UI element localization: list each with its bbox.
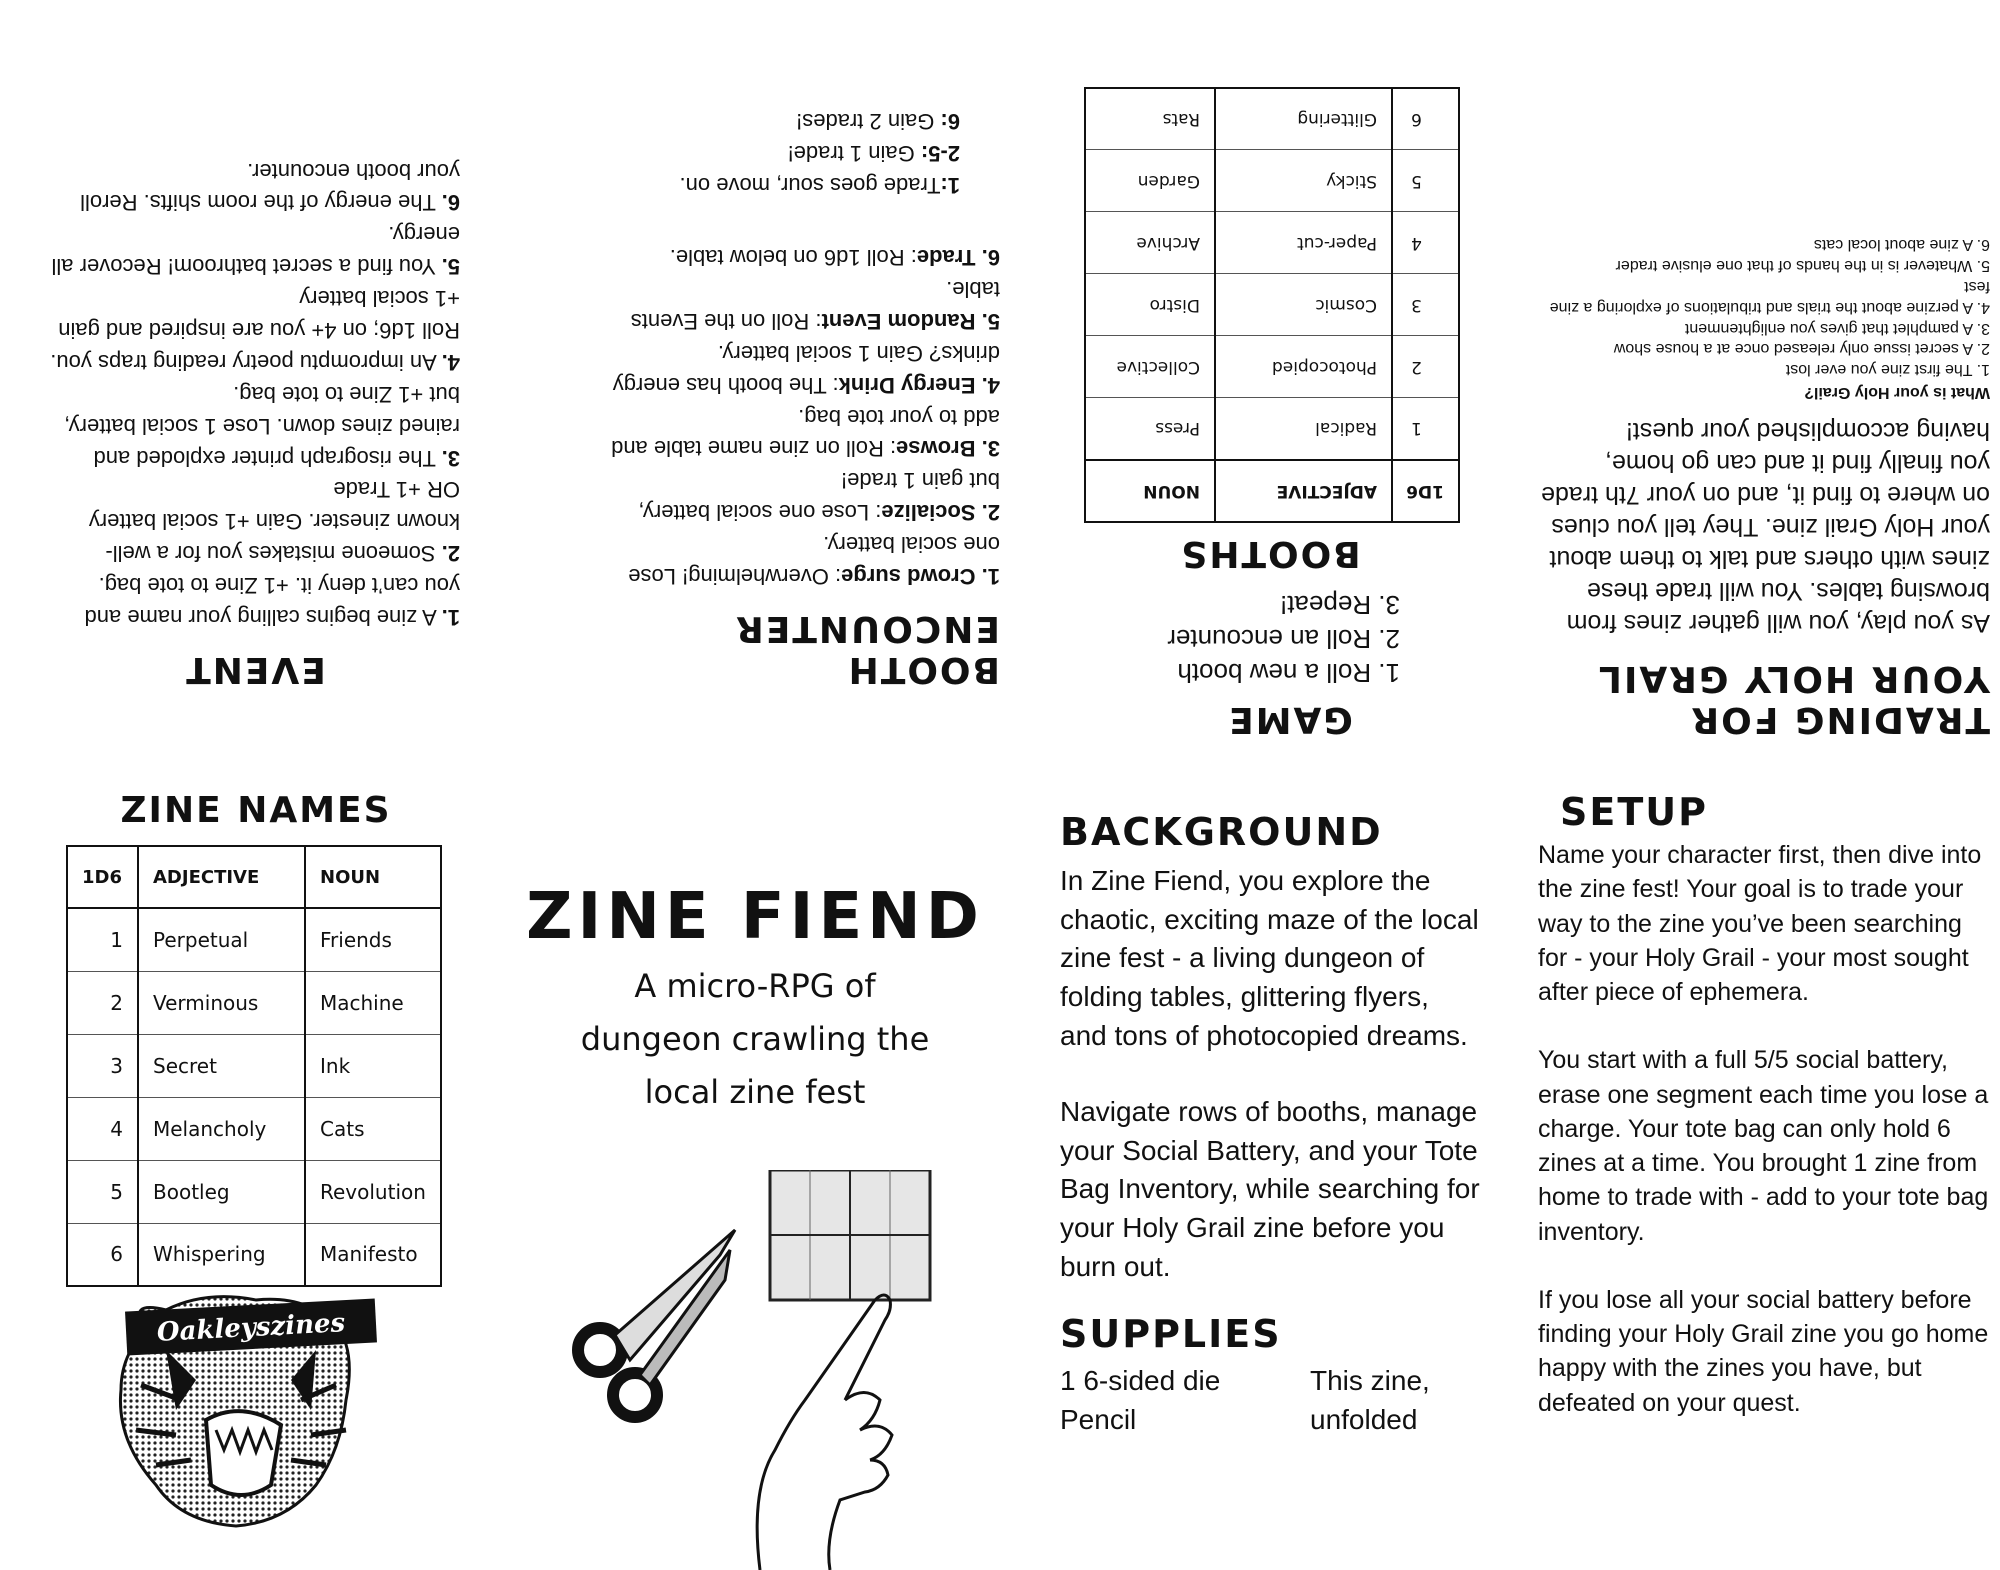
list-item <box>604 273 1000 337</box>
booths-col-adjective: ADJECTIVE <box>1215 460 1392 522</box>
supplies-list <box>1060 1362 1480 1439</box>
zine-names-noun: Revolution <box>305 1160 441 1223</box>
zine-names-noun: Ink <box>305 1034 441 1097</box>
background-para2: Navigate rows of booths, manage your Social Battery, and your Tote Bag Inventory, while searching for your Holy Grail zine before you burn out. <box>1060 1096 1480 1282</box>
tiger-logo <box>86 1290 416 1530</box>
event-label: 5. <box>441 254 460 280</box>
trading-title <box>1540 657 1990 740</box>
grail-item: 5. Whatever is in the hands of that one elusive trader <box>1615 257 1990 275</box>
event-text: You find a secret bathroom! Recover all energy. <box>51 222 460 280</box>
zine-names-roll: 4 <box>67 1097 138 1160</box>
booth-encounter-panel <box>580 70 1000 690</box>
event-title: EVENT <box>184 649 326 690</box>
zine-names-adjective: Verminous <box>138 971 305 1034</box>
list-item <box>580 106 960 138</box>
list-item <box>50 378 460 474</box>
encounter-label: 5. Random Event <box>821 308 1000 334</box>
table-row <box>1085 274 1459 336</box>
trade-label: 2-5: <box>920 141 960 167</box>
supply-item: 1 6-sided die <box>1060 1365 1221 1397</box>
event-label: 1. <box>441 605 460 630</box>
table-row <box>1085 150 1459 212</box>
booths-adjective: Photocopied <box>1215 336 1392 398</box>
event-label: 4. <box>441 349 460 375</box>
table-row <box>1085 88 1459 150</box>
booths-header-row <box>1085 460 1459 522</box>
scissors-icon <box>578 1230 735 1417</box>
booths-adjective: Sticky <box>1215 150 1392 212</box>
encounter-text: : Roll on zine name table and add to your tote bag. <box>611 404 1000 462</box>
booths-title: BOOTHS <box>1179 532 1361 574</box>
grail-item: 1. The first zine you ever lost <box>1785 361 1990 379</box>
game-title: GAME <box>1227 699 1353 740</box>
zine-names-adjective: Perpetual <box>138 908 305 971</box>
table-row <box>67 1034 441 1097</box>
cover-subtitle-line: A micro-RPG of <box>634 967 876 1005</box>
event-text: A zine begins calling your name and you can’t deny it. +1 Zine to tote bag. <box>84 573 460 630</box>
event-text: An impromptu poetry reading traps you. Roll 1d6; on 4+ you are inspired and gain +1 social battery <box>50 286 460 375</box>
event-label: 6. <box>441 190 460 216</box>
trading-intro: As you play, you will gather zines from browsing tables. You will trade these zines with others and talk to them about your Holy Grail zine. They tell you clues on where to find it, and on your 7th trade you finally find it and can go home, having accomplished your quest! <box>1541 417 1990 638</box>
zine-names-panel <box>66 790 446 1530</box>
grail-item: 4. A perzine about the trials and tribulations of exploring a zine fest <box>1549 278 1990 316</box>
booths-col-1d6: 1D6 <box>1392 460 1459 522</box>
booths-adjective: Paper-cut <box>1215 212 1392 274</box>
booths-col-noun: NOUN <box>1085 460 1215 522</box>
folded-zine-icon <box>770 1170 930 1300</box>
event-text: The energy of the room shifts. Reroll your booth encounter. <box>80 158 460 216</box>
table-row <box>1085 212 1459 274</box>
table-row <box>67 971 441 1034</box>
zine-names-title: ZINE NAMES <box>120 790 392 831</box>
setup-para3: If you lose all your social battery before finding your Holy Grail zine you go home happy with the zines you have, but defeated on your quest. <box>1538 1285 1989 1417</box>
zine-names-adjective: Secret <box>138 1034 305 1097</box>
zine-names-adjective: Bootleg <box>138 1160 305 1223</box>
zine-names-roll: 2 <box>67 971 138 1034</box>
encounter-label: 4. Energy Drink <box>838 372 1000 398</box>
cover-title: ZINE FIEND <box>526 880 984 954</box>
trade-text: Trade goes sour, move on. <box>679 173 941 199</box>
event-text: Someone mistakes you for a well-known zinester. Gain +1 social battery OR +1 Trade <box>88 477 460 567</box>
event-label: 2. <box>441 541 460 567</box>
zine-names-noun: Friends <box>305 908 441 971</box>
table-row <box>67 1097 441 1160</box>
zine-names-noun: Machine <box>305 971 441 1034</box>
booth-encounter-list <box>580 241 1000 592</box>
setup-panel <box>1538 790 1993 1530</box>
setup-para1: Name your character first, then dive into the zine fest! Your goal is to trade your way to the zine you’ve been searching for - your Holy Grail - your most sought after piece of ephemera. <box>1538 841 1982 1006</box>
zine-names-header-row <box>67 846 441 908</box>
zine-names-roll: 3 <box>67 1034 138 1097</box>
game-step: 1. Roll a new booth <box>1177 658 1400 688</box>
booths-table <box>1084 87 1460 523</box>
cover-subtitle-line: local zine fest <box>644 1072 866 1111</box>
booths-noun: Press <box>1085 398 1215 460</box>
zine-names-adjective: Whispering <box>138 1223 305 1286</box>
table-row <box>67 1160 441 1223</box>
list-item <box>604 337 1000 401</box>
encounter-text: : Overwhelming! Lose one social battery. <box>628 532 1000 589</box>
list-item <box>50 569 460 633</box>
list-item <box>50 282 460 378</box>
encounter-text: : Roll 1d6 on below table. <box>669 245 917 271</box>
booths-noun: Rats <box>1085 88 1215 150</box>
zine-names-roll: 1 <box>67 908 138 971</box>
trade-text: Gain 1 trade! <box>787 141 921 167</box>
supply-item: This zine, <box>1310 1365 1430 1397</box>
grail-item: 2. A secret issue only released once at a house show <box>1613 340 1990 358</box>
booths-roll: 3 <box>1392 274 1459 336</box>
booths-noun: Garden <box>1085 150 1215 212</box>
game-step: 2. Roll an encounter <box>1167 624 1400 655</box>
setup-title: SETUP <box>1560 790 1708 834</box>
event-list <box>50 155 460 633</box>
booths-roll: 4 <box>1392 212 1459 274</box>
table-row <box>1085 336 1459 398</box>
encounter-text: : Lose one social battery, but gain 1 trade! <box>638 468 1000 526</box>
booths-adjective: Glittering <box>1215 88 1392 150</box>
background-panel <box>1060 810 1480 1530</box>
zine-names-col-noun: NOUN <box>305 846 441 908</box>
encounter-text: : Roll on the Events table. <box>630 276 1000 334</box>
game-booths-panel <box>1080 40 1460 740</box>
trading-title-line2: YOUR HOLY GRAIL <box>1596 657 1990 699</box>
background-title: BACKGROUND <box>1060 810 1383 854</box>
booths-roll: 6 <box>1392 88 1459 150</box>
list-item <box>580 169 960 201</box>
cover-subtitle <box>520 960 990 1118</box>
logo-text: Oakleyszines <box>156 1308 346 1348</box>
cover-subtitle-line: dungeon crawling the <box>580 1019 930 1058</box>
encounter-label: 6. Trade <box>916 245 1000 271</box>
booths-roll: 1 <box>1392 398 1459 460</box>
zine-names-roll: 6 <box>67 1223 138 1286</box>
booths-noun: Archive <box>1085 212 1215 274</box>
cover-illustration <box>520 1170 990 1570</box>
table-row <box>67 908 441 971</box>
game-steps <box>1080 588 1460 689</box>
booth-encounter-title: BOOTH ENCOUNTER <box>734 608 1000 690</box>
trading-panel <box>1540 20 1990 740</box>
list-item <box>580 137 960 169</box>
zine-names-noun: Manifesto <box>305 1223 441 1286</box>
trade-label: 6: <box>940 109 960 135</box>
cover-panel <box>520 880 990 1540</box>
list-item <box>50 218 460 282</box>
list-item <box>50 474 460 570</box>
list-item <box>604 528 1000 592</box>
trade-results-list <box>580 106 1000 202</box>
supplies-title: SUPPLIES <box>1060 1312 1282 1357</box>
list-item <box>604 401 1000 465</box>
event-label: 3. <box>441 445 460 471</box>
tiger-icon <box>86 1290 416 1530</box>
event-text: The risograph printer exploded and rained zines down. Lose 1 social battery, but +1 Zine to tote bag. <box>64 381 460 471</box>
list-item <box>50 155 460 219</box>
grail-item: 6. A zine about local cats <box>1813 236 1990 254</box>
encounter-label: 3. Browse <box>896 436 1000 462</box>
booths-noun: Collective <box>1085 336 1215 398</box>
trading-title-line1: TRADING FOR <box>1689 699 1990 740</box>
list-item <box>604 241 1000 273</box>
grail-list <box>1540 234 1990 380</box>
trade-label: 1: <box>940 173 960 199</box>
trade-text: Gain 2 trades! <box>796 109 941 135</box>
zine-names-col-adjective: ADJECTIVE <box>138 846 305 908</box>
supply-item: Pencil <box>1060 1403 1137 1435</box>
encounter-label: 2. Socialize <box>881 500 1000 526</box>
encounter-text: : The booth has energy drinks? Gain 1 social battery. <box>612 340 1000 398</box>
table-row <box>1085 398 1459 460</box>
zine-names-adjective: Melancholy <box>138 1097 305 1160</box>
zine-names-roll: 5 <box>67 1160 138 1223</box>
grail-question: What is your Holy Grail? <box>1804 384 1990 402</box>
booths-adjective: Cosmic <box>1215 274 1392 336</box>
hand-icon <box>757 1295 892 1570</box>
zine-names-table <box>66 845 442 1287</box>
booths-adjective: Radical <box>1215 398 1392 460</box>
setup-para2: You start with a full 5/5 social battery, erase one segment each time you lose a charge. Your tote bag can only hold 6 zines at a time. You brought 1 zine from home to trade with - add to your tote bag inventory. <box>1538 1046 1989 1246</box>
event-panel <box>50 70 460 690</box>
grail-item: 3. A pamphlet that gives you enlightenment <box>1684 319 1990 337</box>
background-para1: In Zine Fiend, you explore the chaotic, exciting maze of the local zine fest - a living dungeon of folding tables, glittering flyers, and tons of photocopied dreams. <box>1060 865 1479 1051</box>
table-row <box>67 1223 441 1286</box>
encounter-label: 1. Crowd surge <box>841 564 1000 589</box>
booths-roll: 5 <box>1392 150 1459 212</box>
supply-item: unfolded <box>1310 1403 1418 1435</box>
zine-names-col-1d6: 1D6 <box>67 846 138 908</box>
booths-noun: Distro <box>1085 274 1215 336</box>
list-item <box>604 464 1000 528</box>
zine-names-noun: Cats <box>305 1097 441 1160</box>
booths-roll: 2 <box>1392 336 1459 398</box>
game-step: 3. Repeat! <box>1280 590 1400 621</box>
